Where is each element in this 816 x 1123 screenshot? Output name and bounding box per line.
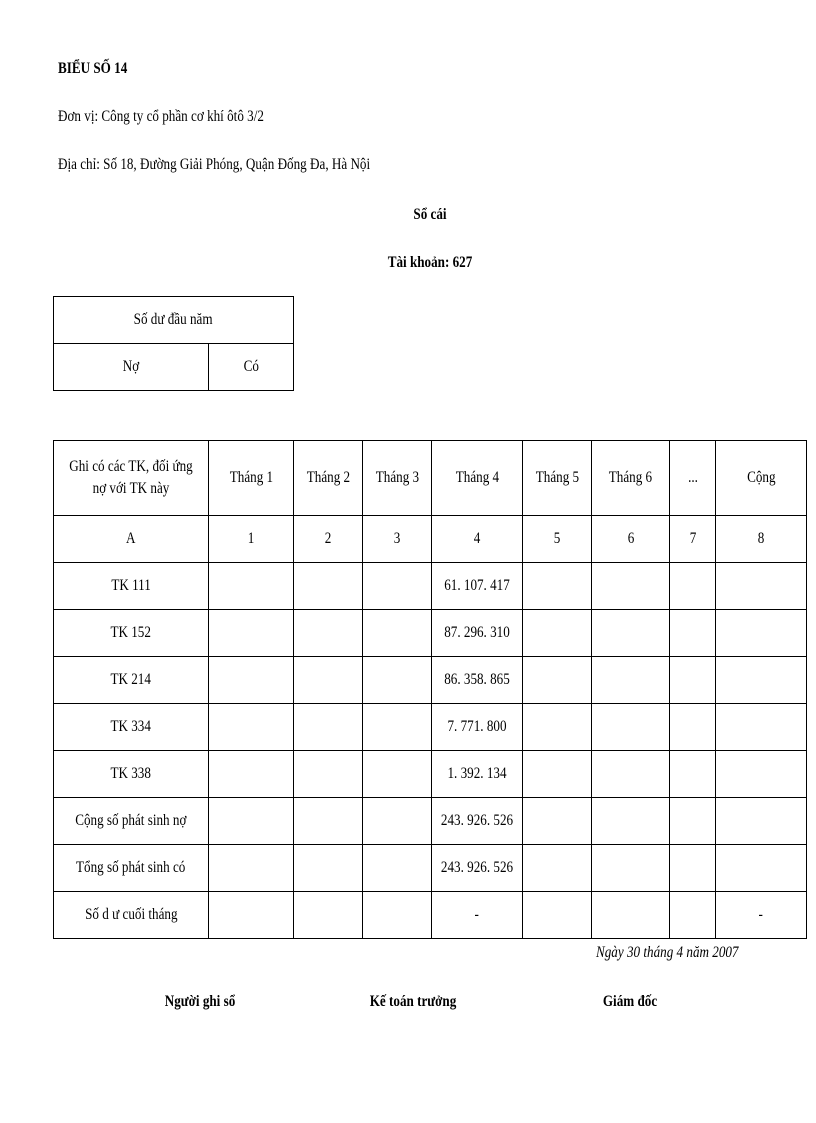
table-row-cell	[670, 657, 716, 704]
table-row-cell	[592, 704, 670, 751]
table-row-cell	[209, 892, 294, 939]
table-row-cell	[523, 892, 592, 939]
table-row-cell	[716, 610, 807, 657]
table-row-cell	[716, 845, 807, 892]
table-row-cell: Tổng số phát sinh có	[54, 845, 209, 892]
table-row-cell	[363, 610, 432, 657]
account-number: Tài khoản: 627	[387, 254, 473, 271]
table-row-cell	[209, 657, 294, 704]
table-row-cell	[592, 563, 670, 610]
table-row-cell: -	[716, 892, 807, 939]
table-row-cell	[592, 657, 670, 704]
table-row-cell	[716, 704, 807, 751]
table-row-cell	[294, 563, 363, 610]
table-row-cell	[670, 892, 716, 939]
opening-balance-table	[53, 296, 294, 391]
table-row-cell	[294, 798, 363, 845]
table-row-cell	[592, 798, 670, 845]
table-row-cell	[716, 563, 807, 610]
table-row-cell: 243. 926. 526	[432, 845, 523, 892]
ledger-code-row-cell: 1	[209, 516, 294, 563]
ledger-title: Sổ cái	[413, 206, 447, 223]
table-row-cell	[294, 892, 363, 939]
ledger-header-row-cell: Tháng 6	[592, 441, 670, 516]
table-row-cell	[209, 751, 294, 798]
table-row-cell: -	[432, 892, 523, 939]
table-row-cell	[209, 704, 294, 751]
table-row-cell	[670, 798, 716, 845]
table-row-cell	[670, 610, 716, 657]
table-row	[54, 704, 807, 751]
table-row-cell	[670, 845, 716, 892]
table-row	[54, 845, 807, 892]
table-row-cell: 61. 107. 417	[432, 563, 523, 610]
table-row-cell: Số d ư cuối tháng	[54, 892, 209, 939]
table-row	[54, 892, 807, 939]
table-row-cell	[209, 798, 294, 845]
ledger-header-row-cell: Tháng 2	[294, 441, 363, 516]
table-row-cell	[209, 845, 294, 892]
table-row	[54, 657, 807, 704]
table-row-cell	[523, 751, 592, 798]
ledger-code-row-cell: 5	[523, 516, 592, 563]
ledger-code-row-cell: 3	[363, 516, 432, 563]
table-row-cell	[670, 563, 716, 610]
ledger-code-row-cell: 2	[294, 516, 363, 563]
ledger-header-row-cell: Tháng 3	[363, 441, 432, 516]
table-row-cell	[363, 751, 432, 798]
table-row-cell	[363, 798, 432, 845]
table-row-cell: TK 152	[54, 610, 209, 657]
table-row-cell	[523, 563, 592, 610]
table-row-cell	[592, 610, 670, 657]
table-row-cell	[592, 845, 670, 892]
table-row-cell	[294, 845, 363, 892]
table-row-cell	[523, 610, 592, 657]
ledger-header-row-cell: Cộng	[716, 441, 807, 516]
form-number: BIỂU SỐ 14	[58, 60, 128, 77]
table-row-cell	[716, 751, 807, 798]
address-line: Địa chỉ: Số 18, Đường Giải Phóng, Quận Đống Đa, Hà Nội	[58, 156, 371, 173]
table-row-cell	[592, 892, 670, 939]
table-row-cell	[363, 892, 432, 939]
table-row-cell: 7. 771. 800	[432, 704, 523, 751]
credit-header: Có	[209, 344, 294, 391]
table-row	[54, 751, 807, 798]
table-row-cell: 1. 392. 134	[432, 751, 523, 798]
table-row-cell	[670, 751, 716, 798]
ledger-header-row-cell: Ghi có các TK, đối ứng nợ với TK này	[54, 441, 209, 516]
table-row	[54, 563, 807, 610]
table-row-cell	[363, 704, 432, 751]
table-row	[54, 798, 807, 845]
ledger-table	[53, 440, 807, 939]
table-row-cell: TK 334	[54, 704, 209, 751]
table-row-cell	[363, 845, 432, 892]
ledger-code-row-cell: 4	[432, 516, 523, 563]
table-row-cell	[670, 704, 716, 751]
signature-director: Giám đốc	[602, 993, 658, 1010]
ledger-code-row-cell: A	[54, 516, 209, 563]
ledger-code-row-cell: 8	[716, 516, 807, 563]
ledger-header-row-cell: Tháng 4	[432, 441, 523, 516]
date-line: Ngày 30 tháng 4 năm 2007	[596, 944, 739, 961]
table-row-cell	[523, 704, 592, 751]
ledger-header-row-cell: Tháng 1	[209, 441, 294, 516]
table-row-cell	[363, 657, 432, 704]
debit-header: Nợ	[54, 344, 209, 391]
signature-chief-accountant: Kế toán trưởng	[369, 993, 457, 1010]
ledger-header-row	[54, 441, 807, 516]
table-row-cell: Cộng số phát sinh nợ	[54, 798, 209, 845]
table-row-cell	[209, 563, 294, 610]
ledger-header-row-cell: Tháng 5	[523, 441, 592, 516]
table-row-cell: 86. 358. 865	[432, 657, 523, 704]
table-row-cell	[294, 657, 363, 704]
table-row-cell	[294, 704, 363, 751]
table-row-cell	[294, 751, 363, 798]
table-row-cell	[523, 798, 592, 845]
table-row-cell: 243. 926. 526	[432, 798, 523, 845]
ledger-code-row-cell: 7	[670, 516, 716, 563]
table-row-cell	[209, 610, 294, 657]
table-row-cell: TK 338	[54, 751, 209, 798]
table-row-cell	[716, 657, 807, 704]
unit-line: Đơn vị: Công ty cổ phần cơ khí ôtô 3/2	[58, 108, 264, 125]
table-row-cell	[523, 845, 592, 892]
table-row-cell	[523, 657, 592, 704]
ledger-code-row	[54, 516, 807, 563]
table-row-cell	[294, 610, 363, 657]
table-row-cell	[716, 798, 807, 845]
table-row-cell: TK 111	[54, 563, 209, 610]
table-row-cell	[592, 751, 670, 798]
table-row	[54, 610, 807, 657]
ledger-header-row-cell: ...	[670, 441, 716, 516]
signature-recorder: Người ghi sổ	[164, 993, 236, 1010]
opening-balance-label: Số dư đầu năm	[54, 297, 294, 344]
table-row-cell	[363, 563, 432, 610]
ledger-code-row-cell: 6	[592, 516, 670, 563]
table-row-cell: TK 214	[54, 657, 209, 704]
table-row-cell: 87. 296. 310	[432, 610, 523, 657]
